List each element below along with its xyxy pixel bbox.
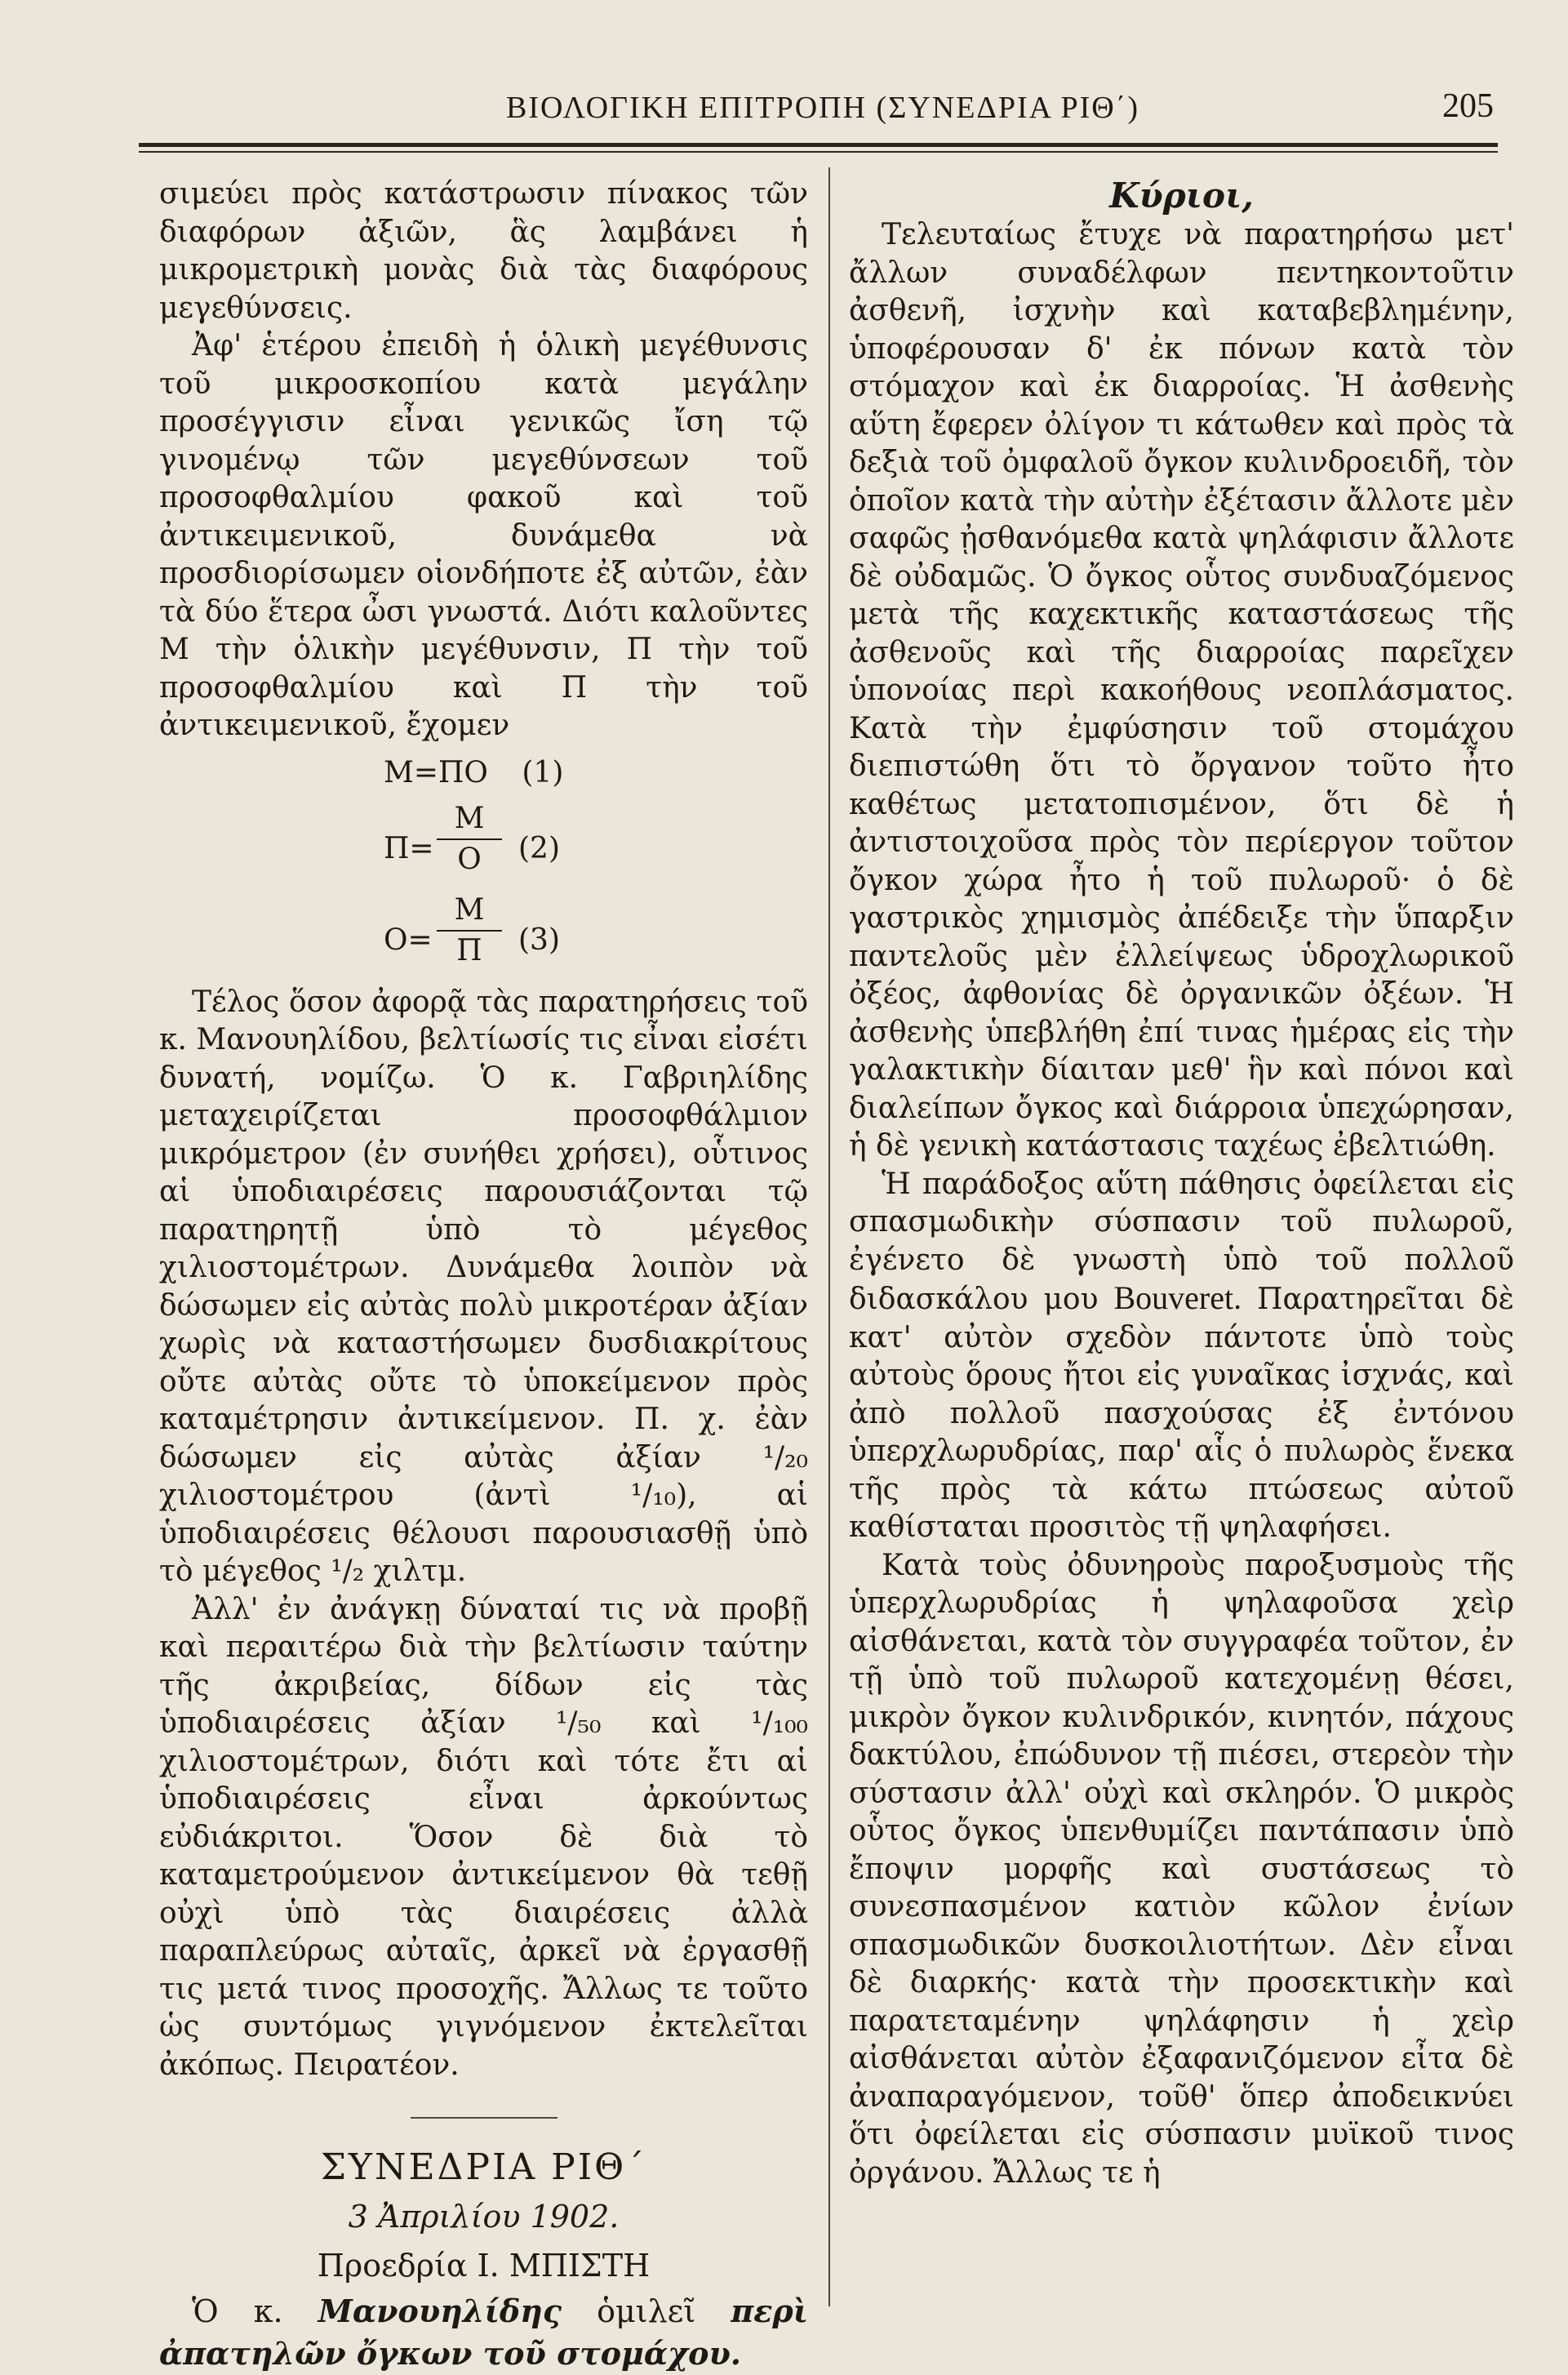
formula-2-fraction bbox=[437, 801, 502, 878]
session-chair: Προεδρία Ι. ΜΠΙΣΤΗ bbox=[317, 2248, 651, 2284]
running-title: ΒΙΟΛΟΓΙΚΗ ΕΠΙΤΡΟΠΗ (ΣΥΝΕΔΡΙΑ ΡΙΘ΄) bbox=[506, 91, 1140, 125]
left-column bbox=[159, 176, 808, 2375]
speaker-topic: περὶ ἀπατηλῶν ὄγκων τοῦ στομάχου. bbox=[159, 2293, 808, 2372]
speaker-name: Μανουηλίδης bbox=[318, 2293, 562, 2329]
header-rule-thick bbox=[139, 143, 1498, 147]
formula-3 bbox=[159, 892, 808, 984]
formula-1 bbox=[159, 750, 808, 796]
paragraph: Τέλος ὅσον ἀφορᾷ τὰς παρατηρήσεις τοῦ κ. Μανουηλίδου, βελτίωσίς τις εἶναι εἰσέτι δυνατή, νομίζω. Ὁ κ. Γαβριηλίδης μεταχειρίζεται προσοφθάλμιον μικρόμετρον (ἐν συνήθει χρήσει), οὗτινος αἱ ὑποδιαιρέσεις παρουσιάζονται τῷ παρατηρητῇ ὑπὸ τὸ μέγεθος χιλιοστομέτρων. Δυνάμεθα λοιπὸν νὰ δώσωμεν εἰς αὐτὰς πολὺ μικροτέραν ἀξίαν χωρὶς νὰ καταστήσωμεν δυσδιακρίτους οὔτε αὐτὰς οὔτε τὸ ὑποκείμενον πρὸς καταμέτρησιν ἀντικείμενον. Π. χ. ἐὰν δώσωμεν εἰς αὐτὰς ἀξίαν ¹/₂₀ χιλιοστομέτρου (ἀντὶ ¹/₁₀), αἱ ὑποδιαιρέσεις θέλουσι παρουσιασθῇ ὑπὸ τὸ μέγεθος ¹/₂ χιλτμ. bbox=[159, 985, 808, 1588]
formula-2-denominator: Ο bbox=[457, 842, 482, 876]
column-divider bbox=[828, 167, 830, 2306]
speaker-verb: ὁμιλεῖ bbox=[597, 2293, 696, 2329]
formula-3-tag: (3) bbox=[518, 923, 560, 957]
formula-3-denominator: Π bbox=[456, 933, 482, 967]
paragraph: Τελευταίως ἔτυχε νὰ παρατηρήσω μετ' ἄλλων συναδέλφων πεντηκοντοῦτιν ἀσθενῆ, ἰσχνὴν καὶ καταβεβλημένην, ὑποφέρουσαν δ' ἐκ πόνων κατὰ τὸν στόμαχον καὶ ἐκ διαρροίας. Ἡ ἀσθενὴς αὕτη ἔφερεν ὀλίγον τι κάτωθεν καὶ πρὸς τὰ δεξιὰ τοῦ ὀμφαλοῦ ὄγκον κυλινδροειδῆ, τὸν ὁποῖον κατὰ τὴν αὐτὴν ἐξέτασιν ἄλλοτε μὲν σαφῶς ᾐσθανόμεθα κατὰ ψηλάφισιν ἄλλοτε δὲ οὐδαμῶς. Ὁ ὄγκος οὗτος συνδυαζόμενος μετὰ τῆς καχεκτικῆς καταστάσεως τῆς ἀσθενοῦς καὶ τῆς διαρροίας παρεῖχεν ὑπονοίας περὶ κακοήθους νεοπλάσματος. Κατὰ τὴν ἐμφύσησιν τοῦ στομάχου διεπιστώθη ὅτι τὸ ὄργανον τοῦτο ἦτο καθέτως μετατοπισμένον, ὅτι δὲ ἡ ἀντιστοιχοῦσα πρὸς τὸν περίεργον τοῦτον ὄγκον χώρα ἦτο ἡ τοῦ πυλωροῦ· ὁ δὲ γαστρικὸς χημισμὸς ἀπέδειξε τὴν ὕπαρξιν παντελοῦς μὲν ἐλλείψεως ὑδροχλωρικοῦ ὀξέος, ἀφθονίας δὲ ὀργανικῶν ὀξέων. Ἡ ἀσθενὴς ὑπεβλήθη ἐπί τινας ἡμέρας εἰς τὴν γαλακτικὴν δίαιταν μεθ' ἣν καὶ πόνοι καὶ διαλείπων ὄγκος καὶ διάρροια ὑπεχώρησαν, ἡ δὲ γενικὴ κατάστασις ταχέως ἐβελτιώθη. bbox=[849, 218, 1514, 1163]
paragraph: Ἀλλ' ἐν ἀνάγκῃ δύναταί τις νὰ προβῇ καὶ περαιτέρω διὰ τὴν βελτίωσιν ταύτην τῆς ἀκριβείας, δίδων εἰς τὰς ὑποδιαιρέσεις ἀξίαν ¹/₅₀ καὶ ¹/₁₀₀ χιλιοστομέτρων, διότι καὶ τότε ἔτι αἱ ὑποδιαιρέσεις εἶναι ἀρκούντως εὐδιάκριτοι. Ὅσον δὲ διὰ τὸ καταμετρούμενον ἀντικείμενον θὰ τεθῇ οὐχὶ ὑπὸ τὰς διαιρέσεις ἀλλὰ παραπλεύρως αὐταῖς, ἀρκεῖ νὰ ἐργασθῇ τις μετά τινος προσοχῆς. Ἄλλως τε τοῦτο ὡς συντόμως γιγνόμενον ἐκτελεῖται ἀκόπως. Πειρατέον. bbox=[159, 1592, 808, 2082]
formula-3-lhs: Ο= bbox=[384, 923, 433, 957]
author-name-latin: Bouveret. bbox=[1113, 1279, 1242, 1316]
page-header bbox=[147, 82, 1494, 139]
formula-2-tag: (2) bbox=[518, 831, 560, 865]
session-date: 3 Ἀπριλίου 1902. bbox=[348, 2199, 620, 2235]
page-number: 205 bbox=[1442, 87, 1494, 125]
speaker-paragraph bbox=[159, 2290, 808, 2375]
formula-3-fraction bbox=[437, 892, 502, 969]
address-heading: Κύριοι, bbox=[1109, 176, 1254, 216]
formula-1-expression: Μ=ΠΟ bbox=[384, 755, 488, 789]
paragraph: Ἀφ' ἑτέρου ἐπειδὴ ἡ ὁλικὴ μεγέθυνσις τοῦ μικροσκοπίου κατὰ μεγάλην προσέγγισιν εἶναι γενικῶς ἴση τῷ γινομένῳ τῶν μεγεθύνσεων τοῦ προσοφθαλμίου φακοῦ καὶ τοῦ ἀντικειμενικοῦ, δυνάμεθα νὰ προσδιορίσωμεν οἱονδήποτε ἐξ αὐτῶν, ἐὰν τὰ δύο ἕτερα ὦσι γνωστά. Διότι καλοῦντες Μ τὴν ὁλικὴν μεγέθυνσιν, Π τὴν τοῦ προσοφθαλμίου καὶ Π τὴν τοῦ ἀντικειμενικοῦ, ἔχομεν bbox=[159, 329, 808, 742]
paragraph-text: Ἡ παράδοξος αὕτη πάθησις ὀφείλεται εἰς σπασμωδικὴν σύσπασιν τοῦ πυλωροῦ, ἐγένετο δὲ γνωστὴ ὑπὸ τοῦ πολλοῦ διδασκάλου μου bbox=[849, 1167, 1514, 1316]
paragraph: Κατὰ τοὺς ὀδυνηροὺς παροξυσμοὺς τῆς ὑπερχλωρυδρίας ἡ ψηλαφοῦσα χεὶρ αἰσθάνεται, κατὰ τὸν συγγραφέα τοῦτον, ἐν τῇ ὑπὸ τοῦ πυλωροῦ κατεχομένῃ θέσει, μικρὸν ὄγκον κυλινδρικόν, κινητόν, πάχους δακτύλου, ἐπώδυνον τῇ πιέσει, στερεὸν τὴν σύστασιν ἀλλ' οὐχὶ καὶ σκληρόν. Ὁ μικρὸς οὗτος ὄγκος ὑπενθυμίζει παντάπασιν ὑπὸ ἔποψιν μορφῆς καὶ συστάσεως τὸ συνεσπασμένον κατιὸν κῶλον ἐνίων σπασμωδικῶν δυσκοιλιοτήτων. Δὲν εἶναι δὲ διαρκής· κατὰ τὴν προσεκτικὴν καὶ παρατεταμένην ψηλάφησιν ἡ χεὶρ αἰσθάνεται αὐτὸν ἐξαφανιζόμενον εἶτα δὲ ἀναπαραγόμενον, τοῦθ' ὅπερ ἀποδεικνύει ὅτι ὀφείλεται εἰς σύσπασιν μυϊκοῦ τινος ὀργάνου. Ἄλλως τε ἡ bbox=[849, 1548, 1514, 2190]
paragraph-text: Παρατηρεῖται δὲ κατ' αὐτὸν σχεδὸν πάντοτε ὑπὸ τοὺς αὐτοὺς ὅρους ἤτοι εἰς γυναῖκας ἰσχνάς, καὶ ἀπὸ πολλοῦ πασχούσας ἐξ ἐντόνου ὑπερχλωρυδρίας, παρ' αἷς ὁ πυλωρὸς ἕνεκα τῆς πρὸς τὰ κάτω πτώσεως αὐτοῦ καθίσταται προσιτὸς τῇ ψηλαφήσει. bbox=[849, 1283, 1514, 1544]
speaker-prefix: Ὁ κ. bbox=[192, 2293, 283, 2329]
formula-2-lhs: Π= bbox=[384, 831, 434, 865]
session-title: ΣΥΝΕΔΡΙΑ ΡΙΘ΄ bbox=[320, 2146, 647, 2188]
right-column bbox=[849, 176, 1514, 2192]
fraction-bar bbox=[437, 930, 502, 932]
header-rule-thin bbox=[139, 151, 1498, 153]
paragraph bbox=[849, 1166, 1514, 1547]
formula-3-numerator: Μ bbox=[454, 892, 485, 927]
formula-2-numerator: Μ bbox=[454, 801, 485, 835]
fraction-bar bbox=[437, 838, 502, 840]
formula-2 bbox=[159, 801, 808, 892]
paragraph: σιμεύει πρὸς κατάστρωσιν πίνακος τῶν διαφόρων ἀξιῶν, ἃς λαμβάνει ἡ μικρομετρικὴ μονὰς διὰ τὰς διαφόρους μεγεθύνσεις. bbox=[159, 177, 808, 325]
formula-1-tag: (1) bbox=[522, 755, 564, 789]
section-separator bbox=[411, 2117, 557, 2119]
